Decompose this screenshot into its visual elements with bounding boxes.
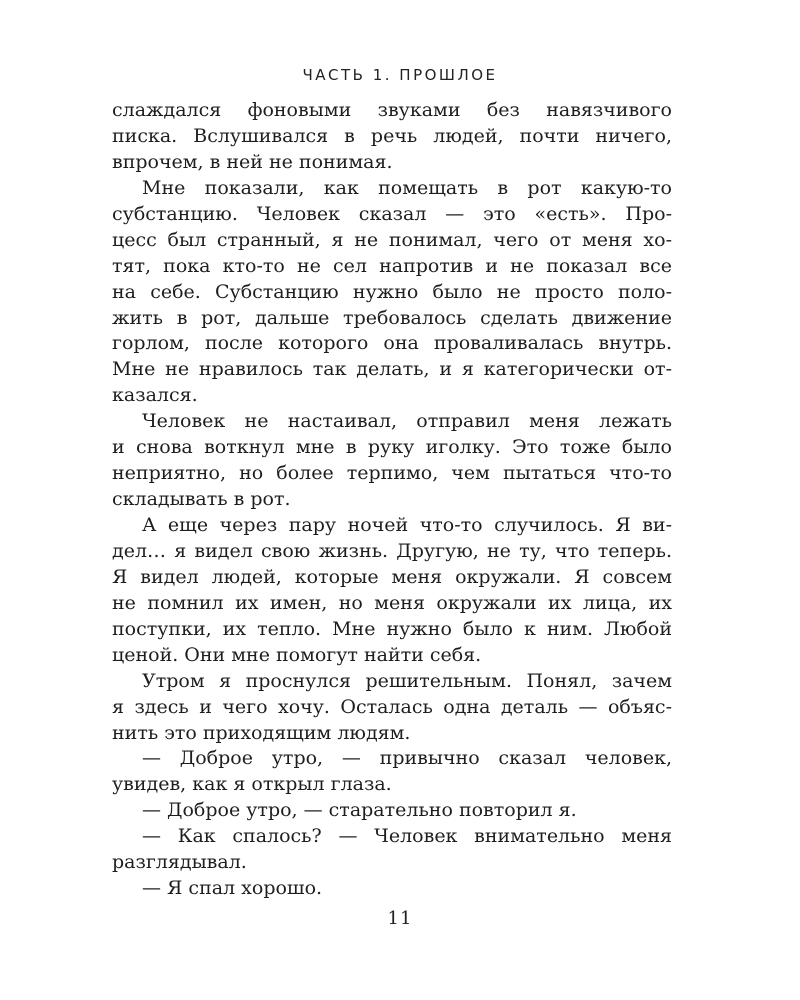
- text-line: — Я спал хорошо.: [142, 877, 323, 900]
- text-line: увидев, как я открыл глаза.: [112, 773, 392, 796]
- text-line: Мне показали, как помещать в рот какую-то: [142, 176, 672, 199]
- body-text: [112, 98, 672, 902]
- text-line: — Как спалось? — Человек внимательно меня: [142, 825, 672, 848]
- text-line: — Доброе утро, — привычно сказал человек,: [142, 747, 672, 770]
- text-line: — Доброе утро, — старательно повторил я.: [142, 799, 577, 822]
- text-line: Я видел людей, которые меня окружали. Я совсем: [112, 565, 672, 588]
- text-line: цесс был странный, я не понимал, чего от меня хо-: [112, 228, 672, 251]
- text-line: складывать в рот.: [112, 488, 291, 511]
- text-line: Человек не настаивал, отправил меня лежать: [142, 410, 672, 433]
- text-line: я здесь и чего хочу. Осталась одна деталь — объяс-: [112, 695, 672, 718]
- text-line: казался.: [112, 384, 198, 407]
- running-head: ЧАСТЬ 1. ПРОШЛОЕ: [302, 66, 498, 84]
- text-line: субстанцию. Человек сказал — это «есть». Про-: [112, 202, 672, 225]
- text-line: слаждался фоновыми звуками без навязчивого: [112, 99, 672, 121]
- text-line: нить это приходящим людям.: [112, 721, 411, 744]
- text-line: не помнил их имен, но меня окружали их лица, их: [112, 591, 672, 614]
- text-line: и снова воткнул мне в руку иголку. Это тоже было: [112, 436, 672, 459]
- text-line: тят, пока кто-то не сел напротив и не показал все: [112, 254, 672, 277]
- text-line: впрочем, в ней не понимая.: [112, 150, 393, 173]
- text-line: писка. Вслушивался в речь людей, почти ничего,: [112, 124, 672, 147]
- text-line: жить в рот, дальше требовалось сделать движение: [112, 306, 672, 329]
- text-line: поступки, их тепло. Мне нужно было к ним. Любой: [112, 617, 672, 640]
- text-line: А еще через пару ночей что-то случилось. Я ви-: [142, 514, 672, 536]
- text-line: дел… я видел свою жизнь. Другую, не ту, что теперь.: [112, 539, 672, 562]
- text-line: Мне не нравилось так делать, и я категорически от-: [112, 358, 672, 381]
- text-line: ценой. Они мне помогут найти себя.: [112, 643, 482, 666]
- text-line: неприятно, но более терпимо, чем пытаться что-то: [112, 462, 672, 485]
- page-number: 11: [387, 908, 413, 929]
- text-line: Утром я проснулся решительным. Понял, зачем: [142, 669, 672, 692]
- text-line: на себе. Субстанцию нужно было не просто поло-: [112, 280, 672, 303]
- text-line: разглядывал.: [112, 851, 247, 874]
- text-line: горлом, после которого она проваливалась внутрь.: [112, 332, 672, 355]
